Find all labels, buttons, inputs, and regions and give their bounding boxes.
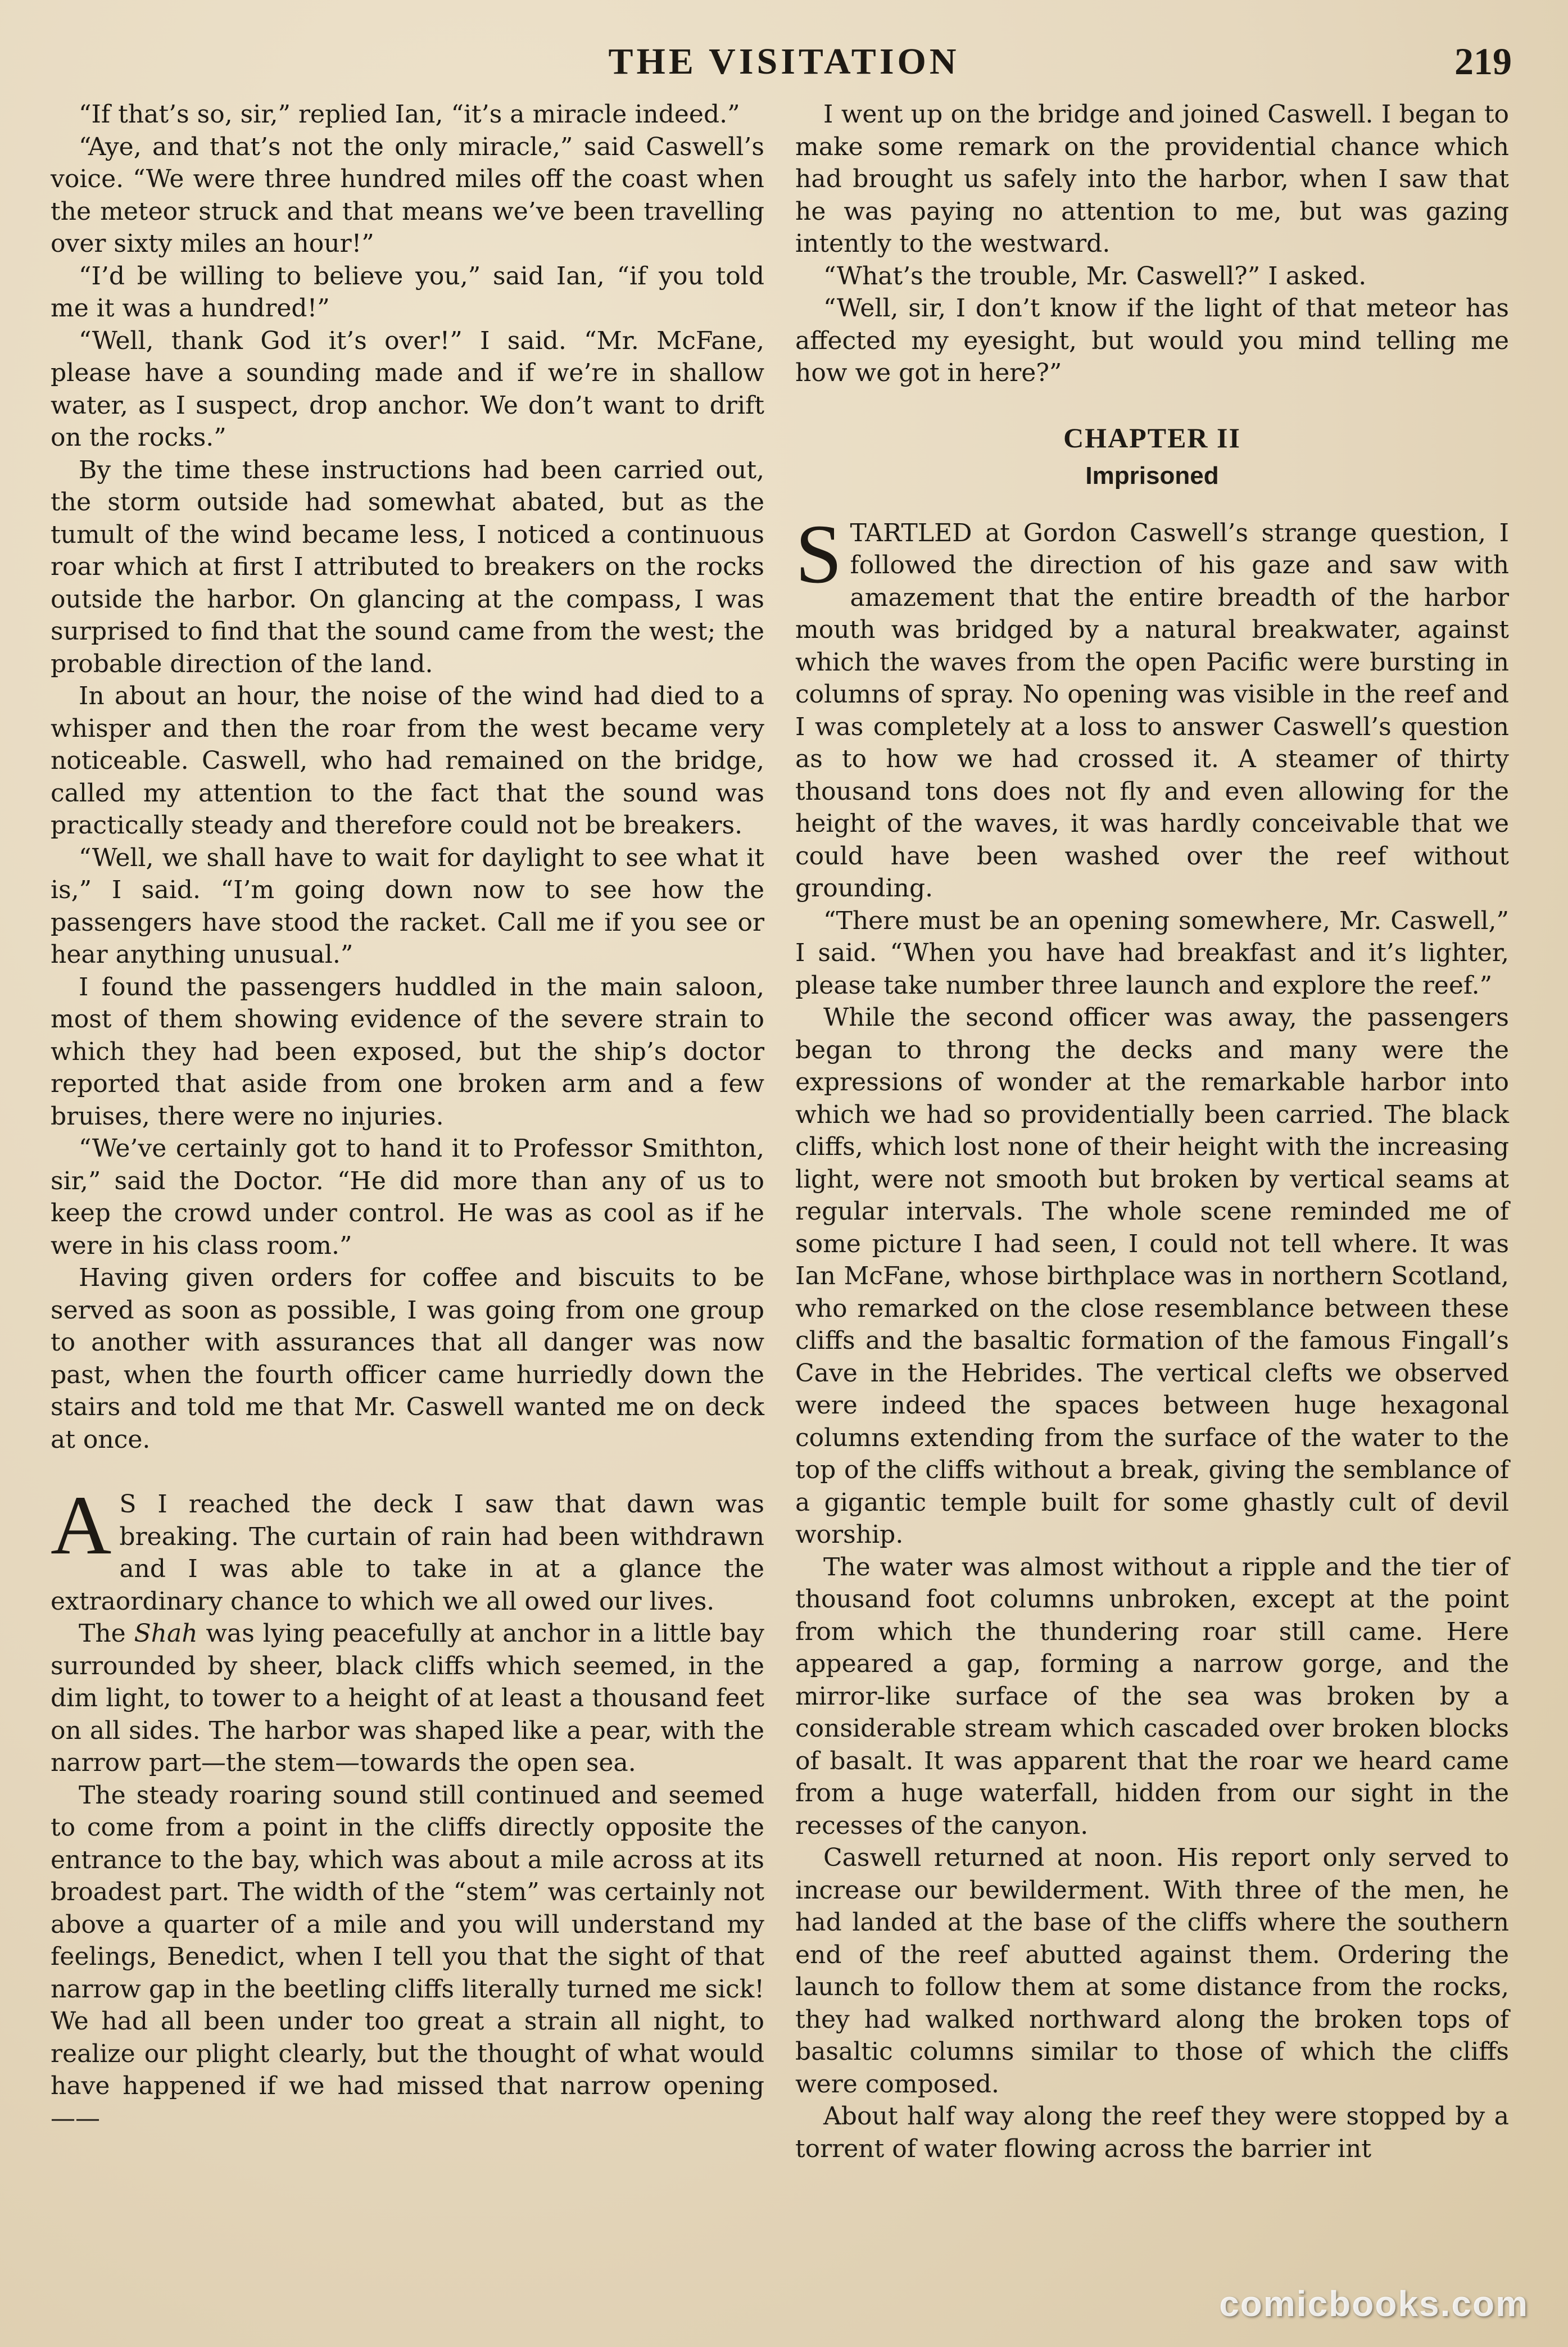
paragraph: The water was almost without a ripple and the tier of thousand foot columns unbroken, except at the point from which the thundering roar still came. Here appeared a gap, forming a narrow gorge, and the mirror-like surface of the sea was broken by a considerable stream which cascaded over broken blocks of basalt. It was apparent that the roar we heard came from a huge waterfall, hidden from our sight in the recesses of the canyon. [795, 1552, 1509, 1840]
drop-cap: S [795, 507, 842, 601]
paragraph [51, 1617, 764, 1779]
paragraph-text: The [79, 1619, 134, 1648]
paragraph: By the time these instructions had been carried out, the storm outside had somewhat abated, but as the tumult of the wind became less, I noticed a continuous roar which at first I attributed to breakers on the rocks outside the harbor. On glancing at the compass, I was surprised to find that the sound came from the west; the probable direction of the land. [51, 455, 764, 678]
paragraph: “If that’s so, sir,” replied Ian, “it’s a miracle indeed.” [79, 100, 740, 129]
paragraph: “What’s the trouble, Mr. Caswell?” I asked. [823, 261, 1367, 291]
paragraph: While the second officer was away, the passengers began to throng the decks and many were the expressions of wonder at the remarkable harbor into which we had so providentially been carried. The black cliffs, which lost none of their height with the increasing light, were not smooth but broken by vertical seams at regular intervals. The whole scene reminded me of some picture I had seen, I could not tell where. It was Ian McFane, whose birthplace was in northern Scotland, who remarked on the close resemblance between these cliffs and the basaltic formation of the famous Fingall’s Cave in the Hebrides. The vertical clefts we observed were indeed the spaces between huge hexagonal columns extending from the surface of the water to the top of the cliffs without a break, giving the semblance of a gigantic temple built for some ghastly cult of devil worship. [795, 1003, 1509, 1549]
paragraph-text: S I reached the deck I saw that dawn was breaking. The curtain of rain had been withdrawn and I was able to take in at a glance the extraordinary chance to which we all owed our lives. [51, 1490, 764, 1616]
watermark-logo: comicbooks.com [1219, 2283, 1529, 2324]
paragraph-text: TARTLED at Gordon Caswell’s strange question, I followed the direction of his gaze and saw with amazement that the entire breadth of the harbor mouth was bridged by a natural breakwater, against which the waves from the open Pacific were bursting in columns of spray. No opening was visible in the reef and I was completely at a loss to answer Caswell’s question as to how we had crossed it. A steamer of thirty thousand tons does not fly and even allowing for the height of the waves, it was hardly conceivable that we could have been washed over the reef without grounding. [795, 518, 1509, 903]
paragraph: “There must be an opening somewhere, Mr. Caswell,” I said. “When you have had breakfast and it’s lighter, please take number three launch and explore the reef.” [795, 906, 1509, 1000]
chapter-heading: CHAPTER II [1063, 422, 1241, 454]
paragraph-text: was lying peacefully at anchor in a little bay surrounded by sheer, black cliffs which seemed, in the dim light, to tower to a height of at least a thousand feet on all sides. The harbor was shaped like a pear, with the narrow part—the stem—towards the open sea. [51, 1619, 764, 1777]
drop-cap: A [51, 1479, 112, 1572]
paragraph: Caswell returned at noon. His report only served to increase our bewilderment. With three of the men, he had landed at the base of the cliffs where the southern end of the reef abutted against them. Ordering the launch to follow them at some distance from the rocks, they had walked northward along the broken tops of basaltic columns similar to those of which the cliffs were composed. [795, 1843, 1509, 2099]
chapter-opening-paragraph [795, 507, 1509, 905]
left-column [51, 98, 764, 2135]
right-column [795, 98, 1509, 2165]
paragraph: “Well, thank God it’s over!” I said. “Mr. McFane, please have a sounding made and if we’re in shallow water, as I suspect, drop anchor. We don’t want to drift on the rocks.” [51, 326, 764, 452]
chapter-subtitle: Imprisoned [1085, 462, 1219, 490]
paragraph: About half way along the reef they were stopped by a torrent of water flowing across the barrier int [795, 2102, 1509, 2163]
paragraph: The steady roaring sound still continued and seemed to come from a point in the cliffs directly opposite the entrance to the bay, which was about a mile across at its broadest part. The width of the “stem” was certainly not above a quarter of a mile and you will understand my feelings, Benedict, when I tell you that the sight of that narrow gap in the beetling cliffs literally turned me sick! We had all been under too great a strain all night, to realize our plight clearly, but the thought of what would have happened if we had missed that narrow opening—— [51, 1780, 764, 2133]
paragraph: “We’ve certainly got to hand it to Professor Smithton, sir,” said the Doctor. “He did more than any of us to keep the crowd under control. He was as cool as if he were in his class room.” [51, 1134, 764, 1260]
paragraph: Having given orders for coffee and biscuits to be served as soon as possible, I was going from one group to another with assurances that all danger was now past, when the fourth officer came hurriedly down the stairs and told me that Mr. Caswell wanted me on deck at once. [51, 1263, 764, 1454]
paragraph: “Well, sir, I don’t know if the light of that meteor has affected my eyesight, but would you mind telling me how we got in here?” [795, 294, 1509, 387]
paragraph: “Aye, and that’s not the only miracle,” said Caswell’s voice. “We were three hundred miles off the coast when the meteor struck and that means we’ve been travelling over sixty miles an hour!” [51, 132, 764, 258]
paragraph: “I’d be willing to believe you,” said Ian, “if you told me it was a hundred!” [51, 261, 764, 323]
page-number: 219 [1454, 40, 1512, 83]
ship-name: Shah [134, 1619, 198, 1648]
paragraph: I went up on the bridge and joined Caswell. I began to make some remark on the providential chance which had brought us safely into the harbor, when I saw that he was paying no attention to me, but was gazing intently to the westward. [795, 100, 1509, 258]
running-title: THE VISITATION [608, 41, 960, 82]
paragraph: “Well, we shall have to wait for daylight to see what it is,” I said. “I’m going down now to see how the passengers have stood the racket. Call me if you see or hear anything unusual.” [51, 843, 764, 969]
paragraph: I found the passengers huddled in the main saloon, most of them showing evidence of the severe strain to which they had been exposed, but the ship’s doctor reported that aside from one broken arm and a few bruises, there were no injuries. [51, 972, 764, 1131]
section-start-paragraph [51, 1479, 764, 1617]
paragraph: In about an hour, the noise of the wind had died to a whisper and then the roar from the west became very noticeable. Caswell, who had remained on the bridge, called my attention to the fact that the sound was practically steady and therefore could not be breakers. [51, 682, 764, 840]
